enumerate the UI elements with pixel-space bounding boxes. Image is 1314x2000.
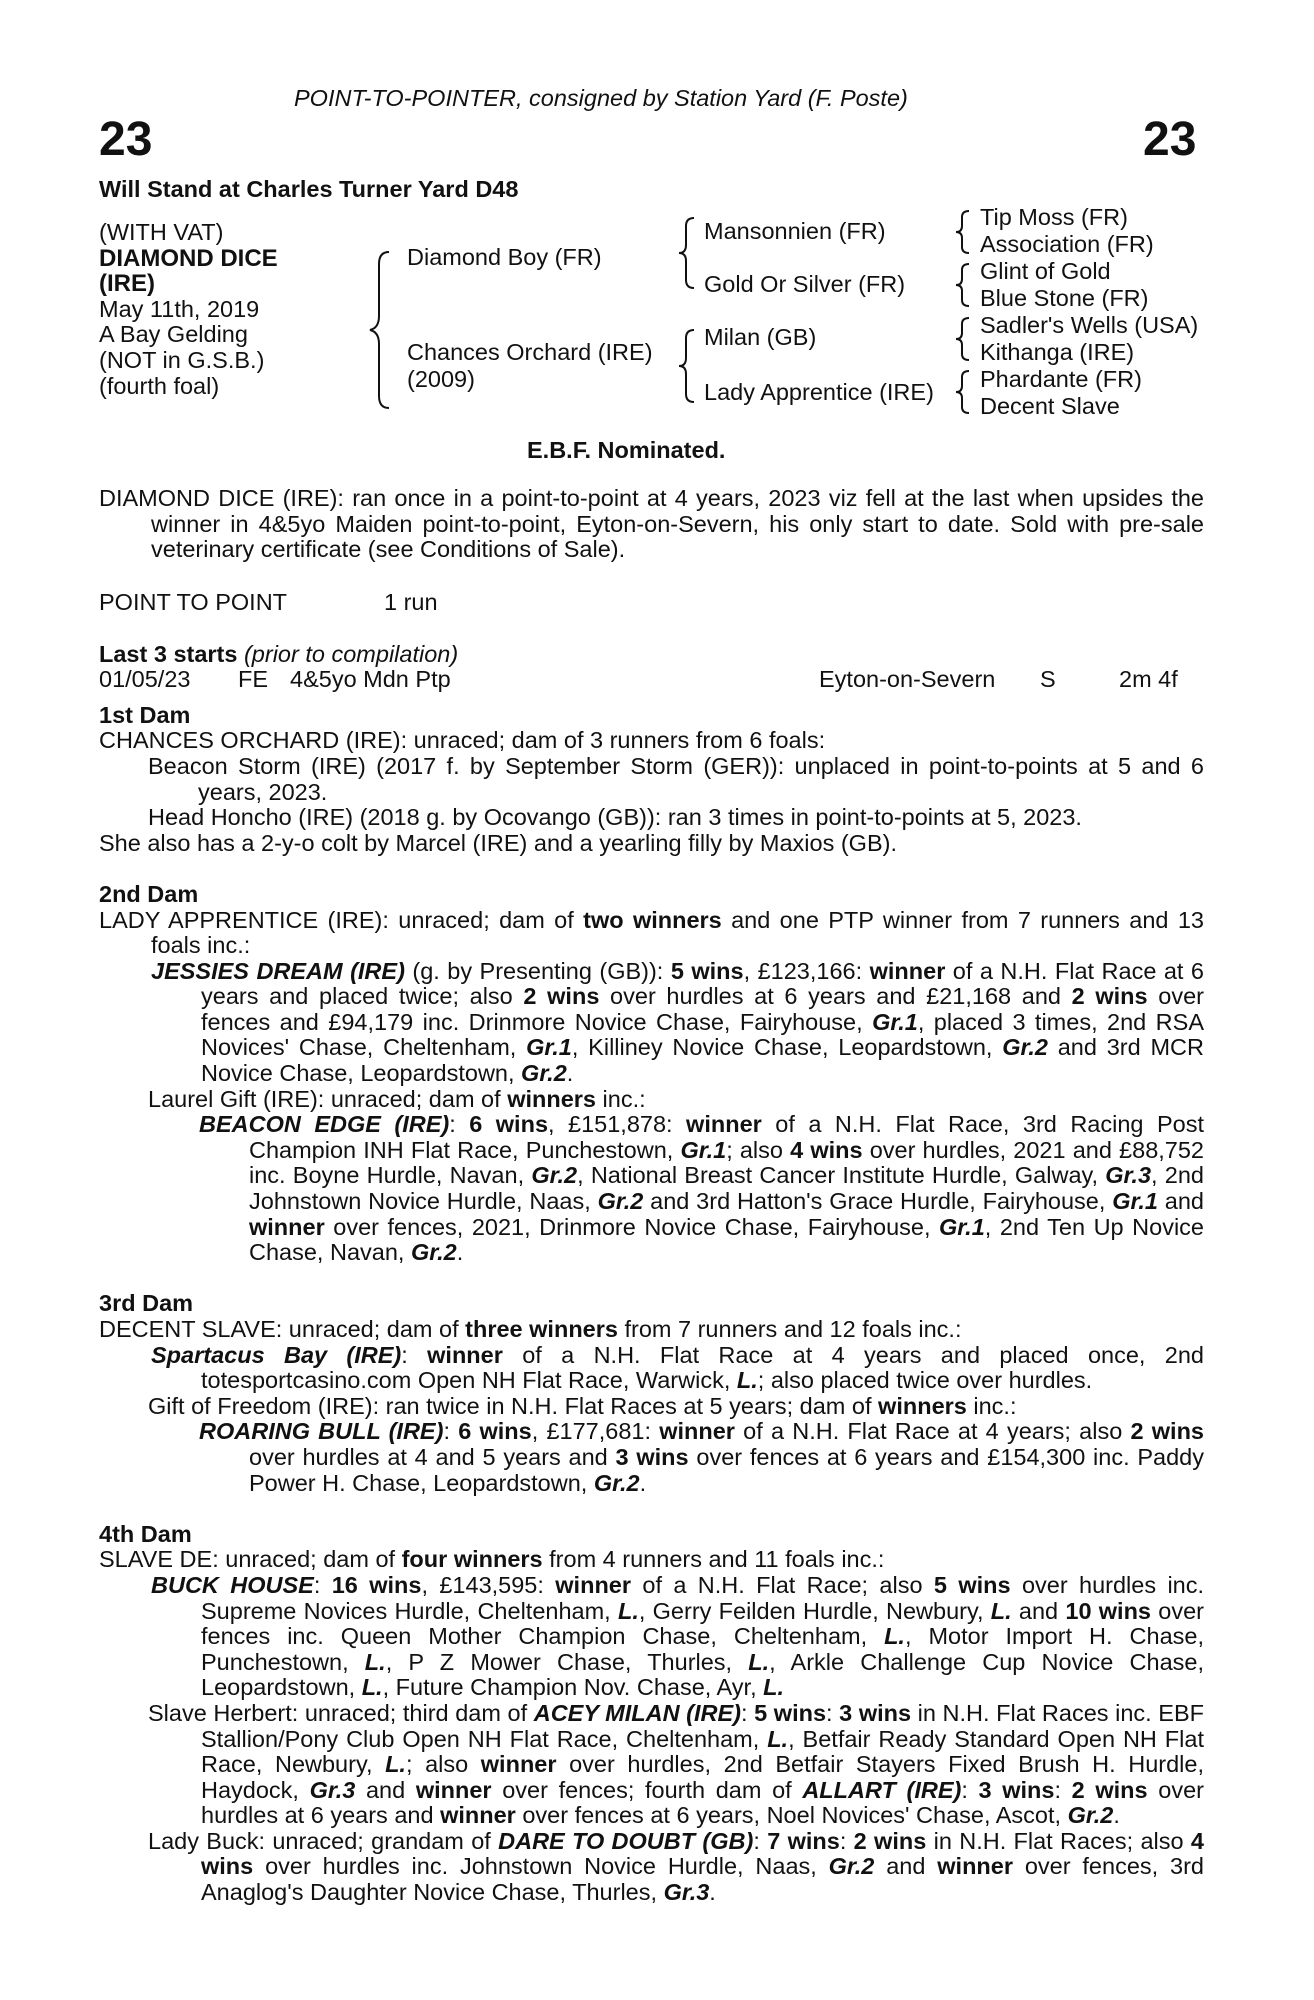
text: over hurdles at 6 years and xyxy=(201,1776,1204,1829)
roaring-bull-entry xyxy=(99,1419,1204,1496)
text: , placed 3 times, 2nd RSA Novices' Chase, Cheltenham, xyxy=(201,1008,1204,1061)
text: , £123,166: xyxy=(743,957,870,984)
grade-text: Gr.3 xyxy=(1105,1162,1152,1189)
horse-description: A Bay Gelding xyxy=(99,321,248,348)
pedigree-sdd: Blue Stone (FR) xyxy=(980,285,1149,311)
text: of a N.H. Flat Race at 6 years and placed twice; also xyxy=(201,957,1204,1010)
text: : xyxy=(826,1699,840,1726)
text: : xyxy=(401,1341,428,1368)
grade-text: Gr.2 xyxy=(410,1239,457,1266)
text: , Betfair Ready Standard Open NH Flat Race, Newbury, xyxy=(201,1725,1204,1778)
grade-text: Gr.3 xyxy=(309,1776,356,1803)
text-bold: winner xyxy=(555,1571,632,1598)
text: , £143,595: xyxy=(421,1571,556,1598)
text: Laurel Gift (IRE): unraced; dam of xyxy=(148,1085,508,1112)
text: from 7 runners and 12 foals inc.: xyxy=(617,1316,962,1342)
text-bold: 7 wins xyxy=(767,1827,840,1854)
text: Slave Herbert: unraced; third dam of xyxy=(148,1699,534,1726)
text: over hurdles, 2021 and £88,752 inc. Boyne Hurdle, Navan, xyxy=(249,1136,1204,1189)
text-bold: 3 wins xyxy=(978,1776,1055,1803)
text: over fences inc. Queen Mother Champion Chase, Cheltenham, xyxy=(201,1597,1204,1650)
beacon-edge-entry xyxy=(99,1112,1204,1266)
text-bold: 6 wins xyxy=(469,1111,549,1138)
pedigree-brace-sd xyxy=(954,262,974,308)
text-bold: winner xyxy=(937,1853,1013,1880)
text-bold: 2 wins xyxy=(1130,1418,1204,1445)
consignment-line: POINT-TO-POINTER, consigned by Station Yard (F. Poste) xyxy=(294,85,908,111)
grade-text: Gr.2 xyxy=(531,1162,578,1189)
listed-text: L. xyxy=(767,1725,789,1752)
text-bold: 10 wins xyxy=(1065,1597,1152,1624)
horse-details xyxy=(99,220,278,399)
horse-name-text: BUCK HOUSE xyxy=(151,1571,314,1598)
pedigree-dam-sire: Milan (GB) xyxy=(704,324,817,350)
listed-text: L. xyxy=(385,1751,406,1778)
text: ; also placed twice over hurdles. xyxy=(757,1367,1093,1394)
pedigree-brace-ds xyxy=(954,316,974,362)
listed-text: L. xyxy=(748,1648,770,1675)
text: . xyxy=(456,1239,464,1266)
grade-text: Gr.3 xyxy=(663,1879,710,1906)
text: : xyxy=(443,1418,459,1445)
listed-text: L. xyxy=(763,1674,785,1701)
text-bold: winner xyxy=(415,1776,492,1803)
start-distance: 2m 4f xyxy=(1119,666,1178,693)
text: from 4 runners and 11 foals inc.: xyxy=(542,1546,885,1573)
grade-text: Gr.2 xyxy=(597,1188,644,1215)
pedigree-dss: Sadler's Wells (USA) xyxy=(980,312,1199,338)
second-dam-intro xyxy=(99,908,1204,959)
grade-text: Gr.1 xyxy=(939,1213,985,1240)
text: ; also xyxy=(726,1136,791,1163)
text: . xyxy=(639,1469,647,1496)
last-starts-title: Last 3 starts xyxy=(99,640,238,667)
grade-text: Gr.2 xyxy=(593,1469,640,1496)
listed-text: L. xyxy=(736,1367,758,1394)
laurel-gift-entry xyxy=(99,1087,1204,1113)
text-bold: winner xyxy=(869,957,946,984)
text: and xyxy=(1157,1188,1204,1215)
text: , Gerry Feilden Hurdle, Newbury, xyxy=(638,1597,991,1624)
text: . xyxy=(566,1060,574,1087)
listed-text: L. xyxy=(990,1597,1012,1624)
vat-note: (WITH VAT) xyxy=(99,219,224,245)
lot-number-left: 23 xyxy=(99,113,153,166)
text: over hurdles at 4 and 5 years and xyxy=(249,1443,616,1470)
horse-name-text: DARE TO DOUBT (GB) xyxy=(498,1827,754,1854)
start-going: S xyxy=(1040,666,1056,693)
text-bold: winner xyxy=(480,1751,557,1778)
pedigree-brace-sire xyxy=(676,216,700,290)
race-summary: DIAMOND DICE (IRE): ran once in a point-to-point at 4 years, 2023 viz fell at the last when upsides the winner in 4&5yo Maiden point-to-point, Eyton-on-Severn, his only start to date. Sold with pre-sale veterinary certificate (see Conditions of Sale). xyxy=(99,485,1204,563)
text: and xyxy=(1011,1597,1066,1624)
text: , 2nd Ten Up Novice Chase, Navan, xyxy=(249,1213,1204,1266)
text: SLAVE DE: unraced; dam of xyxy=(99,1546,402,1573)
last-starts-note: (prior to compilation) xyxy=(243,640,459,667)
text: over hurdles inc. Supreme Novices Hurdle, Cheltenham, xyxy=(201,1571,1205,1624)
horse-name-text: ROARING BULL (IRE) xyxy=(199,1418,444,1445)
text: , National Breast Cancer Institute Hurdle, Galway, xyxy=(577,1162,1106,1189)
text: ; also xyxy=(405,1751,481,1778)
jessies-dream-entry xyxy=(99,959,1204,1087)
catalogue-body xyxy=(99,486,1204,1906)
text: over fences, 2021, Drinmore Novice Chase, Fairyhouse, xyxy=(324,1213,940,1240)
slave-herbert-entry xyxy=(99,1701,1204,1829)
foal-number: (fourth foal) xyxy=(99,372,220,399)
pedigree-sss: Tip Moss (FR) xyxy=(980,204,1128,230)
listed-text: L. xyxy=(617,1597,639,1624)
text: Lady Buck: unraced; grandam of xyxy=(148,1827,499,1854)
foaling-date: May 11th, 2019 xyxy=(99,295,260,322)
pedigree-brace-dam xyxy=(676,328,700,404)
text-bold: 3 wins xyxy=(615,1443,689,1470)
text-bold: 4 wins xyxy=(201,1827,1204,1880)
listed-text: L. xyxy=(884,1623,905,1650)
listed-text: L. xyxy=(364,1648,386,1675)
text-bold: 5 wins xyxy=(933,1571,1011,1598)
text: of a N.H. Flat Race, 3rd Racing Post Champion INH Flat Race, Punchestown, xyxy=(249,1111,1204,1163)
pedigree-brace-dd xyxy=(954,369,974,415)
start-race: 4&5yo Mdn Ptp xyxy=(290,666,451,693)
stand-location: Will Stand at Charles Turner Yard D48 xyxy=(99,176,519,202)
text: , Motor Import H. Chase, Punchestown, xyxy=(201,1623,1204,1675)
text-bold: 6 wins xyxy=(458,1418,532,1445)
grade-text: Gr.1 xyxy=(680,1136,727,1163)
grade-text: Gr.1 xyxy=(1112,1188,1158,1215)
horse-name-text: Spartacus Bay (IRE) xyxy=(151,1341,402,1368)
text: : xyxy=(961,1776,979,1803)
text: , Arkle Challenge Cup Novice Chase, Leopardstown, xyxy=(201,1648,1204,1701)
pedigree-dam: Chances Orchard (IRE) xyxy=(407,339,653,365)
text-bold: 5 wins xyxy=(670,957,744,984)
text: , £151,878: xyxy=(548,1111,687,1138)
gsb-note: (NOT in G.S.B.) xyxy=(99,346,265,373)
text-bold: winner xyxy=(659,1418,735,1445)
horse-name-text: BEACON EDGE (IRE) xyxy=(199,1111,450,1138)
grade-text: Gr.2 xyxy=(521,1060,567,1087)
text: over fences, 3rd Anaglog's Daughter Novice Chase, Thurles, xyxy=(201,1853,1204,1906)
pedigree-dds: Phardante (FR) xyxy=(980,366,1142,392)
text: over hurdles at 6 years and £21,168 and xyxy=(599,983,1072,1010)
last-starts-heading xyxy=(99,642,1204,668)
pedigree-sds: Glint of Gold xyxy=(980,258,1111,284)
text-bold: 3 wins xyxy=(839,1699,912,1726)
text: , Future Champion Nov. Chase, Ayr, xyxy=(382,1674,764,1701)
text: , Killiney Novice Chase, Leopardstown, xyxy=(571,1034,1003,1061)
text-bold: 2 wins xyxy=(853,1827,927,1854)
lot-number-right: 23 xyxy=(1143,113,1197,166)
text: : xyxy=(741,1699,755,1726)
text: and xyxy=(355,1776,416,1803)
start-course: Eyton-on-Severn xyxy=(819,666,996,693)
text-bold: winner xyxy=(440,1802,516,1829)
text: inc.: xyxy=(596,1085,646,1112)
text: . xyxy=(1113,1802,1120,1829)
first-dam-intro: CHANCES ORCHARD (IRE): unraced; dam of 3 runners from 6 foals: xyxy=(99,727,826,754)
pedigree-sire: Diamond Boy (FR) xyxy=(407,244,602,270)
text: of a N.H. Flat Race at 4 years and placed once, 2nd totesportcasino.com Open NH Flat Race, Warwick, xyxy=(201,1341,1204,1394)
text-bold: winners xyxy=(878,1392,967,1419)
listed-text: L. xyxy=(361,1674,383,1701)
text: over fences at 6 years, Noel Novices' Chase, Ascot, xyxy=(515,1802,1068,1829)
text-bold: 2 wins xyxy=(523,983,600,1010)
text: : xyxy=(1054,1776,1072,1803)
text: and 3rd Hatton's Grace Hurdle, Fairyhouse, xyxy=(643,1188,1113,1215)
text-bold: 5 wins xyxy=(754,1699,827,1726)
third-dam-heading: 3rd Dam xyxy=(99,1290,194,1317)
text: : xyxy=(313,1571,332,1598)
text: . xyxy=(709,1879,716,1906)
first-dam-note: She also has a 2-y-o colt by Marcel (IRE) and a yearling filly by Maxios (GB). xyxy=(99,829,897,856)
pedigree-sire-sire: Mansonnien (FR) xyxy=(704,218,886,244)
last-start-row xyxy=(99,667,1204,693)
horse-name-text: ACEY MILAN (IRE) xyxy=(533,1699,741,1726)
pedigree-ssd: Association (FR) xyxy=(980,231,1154,257)
text: LADY APPRENTICE (IRE): unraced; dam of xyxy=(99,906,584,933)
horse-name-text: JESSIES DREAM (IRE) xyxy=(151,957,405,984)
text: : xyxy=(449,1111,470,1138)
text: , P Z Mower Chase, Thurles, xyxy=(385,1648,749,1675)
pedigree-brace-main xyxy=(367,250,397,410)
grade-text: Gr.1 xyxy=(872,1008,918,1035)
text-bold: winner xyxy=(686,1111,762,1138)
text: of a N.H. Flat Race; also xyxy=(631,1571,934,1598)
gift-of-freedom-entry xyxy=(99,1394,1204,1420)
text: , £177,681: xyxy=(531,1418,660,1445)
text: over fences and £94,179 inc. Drinmore Novice Chase, Fairyhouse, xyxy=(201,983,1204,1035)
text-bold: 16 wins xyxy=(331,1571,422,1598)
text: and one PTP winner from 7 runners and 13 foals inc.: xyxy=(151,906,1205,959)
pedigree-brace-ss xyxy=(954,209,974,255)
text: over fences at 6 years and £154,300 inc. Paddy Power H. Chase, Leopardstown, xyxy=(249,1443,1204,1496)
ptp-runs: 1 run xyxy=(384,589,438,616)
point-to-point-record xyxy=(99,590,1204,616)
text: : xyxy=(839,1827,854,1854)
text: and 3rd MCR Novice Chase, Leopardstown, xyxy=(201,1034,1204,1087)
text: over hurdles inc. Johnstown Novice Hurdle, Naas, xyxy=(253,1853,829,1880)
text-bold: winner xyxy=(249,1213,325,1240)
horse-name: DIAMOND DICE xyxy=(99,244,278,272)
fourth-dam-heading: 4th Dam xyxy=(99,1520,192,1547)
first-dam-progeny-2: Head Honcho (IRE) (2018 g. by Ocovango (GB)): ran 3 times in point-to-points at 5, 2023. xyxy=(148,804,1082,831)
second-dam-heading: 2nd Dam xyxy=(99,880,199,907)
pedigree-dam-dam: Lady Apprentice (IRE) xyxy=(704,379,934,405)
text: over hurdles, 2nd Betfair Stayers Fixed Brush H. Hurdle, Haydock, xyxy=(201,1751,1204,1803)
horse-name-text: ALLART (IRE) xyxy=(802,1776,962,1803)
text: Gift of Freedom (IRE): ran twice in N.H. Flat Races at 5 years; dam of xyxy=(148,1392,879,1419)
text: over fences; fourth dam of xyxy=(491,1776,803,1803)
lady-buck-entry xyxy=(99,1829,1204,1906)
pedigree-sire-dam: Gold Or Silver (FR) xyxy=(704,271,906,297)
first-dam-progeny-1: Beacon Storm (IRE) (2017 f. by September Storm (GER)): unplaced in point-to-points at 5 and 6 years, 2023. xyxy=(148,752,1204,805)
text: in N.H. Flat Races inc. EBF Stallion/Pony Club Open NH Flat Race, Cheltenham, xyxy=(201,1699,1204,1752)
horse-name-suffix: (IRE) xyxy=(99,270,155,298)
text: (g. by Presenting (GB)): xyxy=(404,957,671,984)
text-bold: three winners xyxy=(465,1316,618,1342)
text: and xyxy=(874,1853,938,1880)
third-dam-intro xyxy=(99,1317,1204,1343)
text: DECENT SLAVE: unraced; dam of xyxy=(99,1316,466,1342)
ptp-label: POINT TO POINT xyxy=(99,589,288,616)
text-bold: winner xyxy=(427,1341,503,1368)
spartacus-bay-entry xyxy=(99,1343,1204,1394)
text: inc.: xyxy=(966,1392,1017,1419)
text-bold: 2 wins xyxy=(1071,983,1148,1010)
text-bold: winners xyxy=(507,1085,596,1112)
text: of a N.H. Flat Race at 4 years; also xyxy=(734,1418,1131,1445)
start-result: FE xyxy=(238,666,269,693)
buck-house-entry xyxy=(99,1573,1204,1701)
text-bold: two winners xyxy=(583,906,722,933)
pedigree-ddd: Decent Slave xyxy=(980,393,1120,419)
grade-text: Gr.2 xyxy=(828,1853,875,1880)
text: in N.H. Flat Races; also xyxy=(926,1827,1191,1854)
grade-text: Gr.2 xyxy=(1002,1034,1048,1061)
text-bold: four winners xyxy=(401,1546,543,1573)
text: : xyxy=(753,1827,768,1854)
ebf-nominated: E.B.F. Nominated. xyxy=(527,437,726,463)
text-bold: 2 wins xyxy=(1071,1776,1148,1803)
text-bold: 4 wins xyxy=(790,1136,863,1163)
grade-text: Gr.2 xyxy=(1067,1802,1114,1829)
pedigree-dam-year: (2009) xyxy=(407,366,475,392)
grade-text: Gr.1 xyxy=(526,1034,572,1061)
text: , 2nd Johnstown Novice Hurdle, Naas, xyxy=(249,1162,1204,1215)
fourth-dam-intro xyxy=(99,1547,1204,1573)
start-date: 01/05/23 xyxy=(99,666,191,693)
first-dam-heading: 1st Dam xyxy=(99,701,191,728)
pedigree-dsd: Kithanga (IRE) xyxy=(980,339,1135,365)
